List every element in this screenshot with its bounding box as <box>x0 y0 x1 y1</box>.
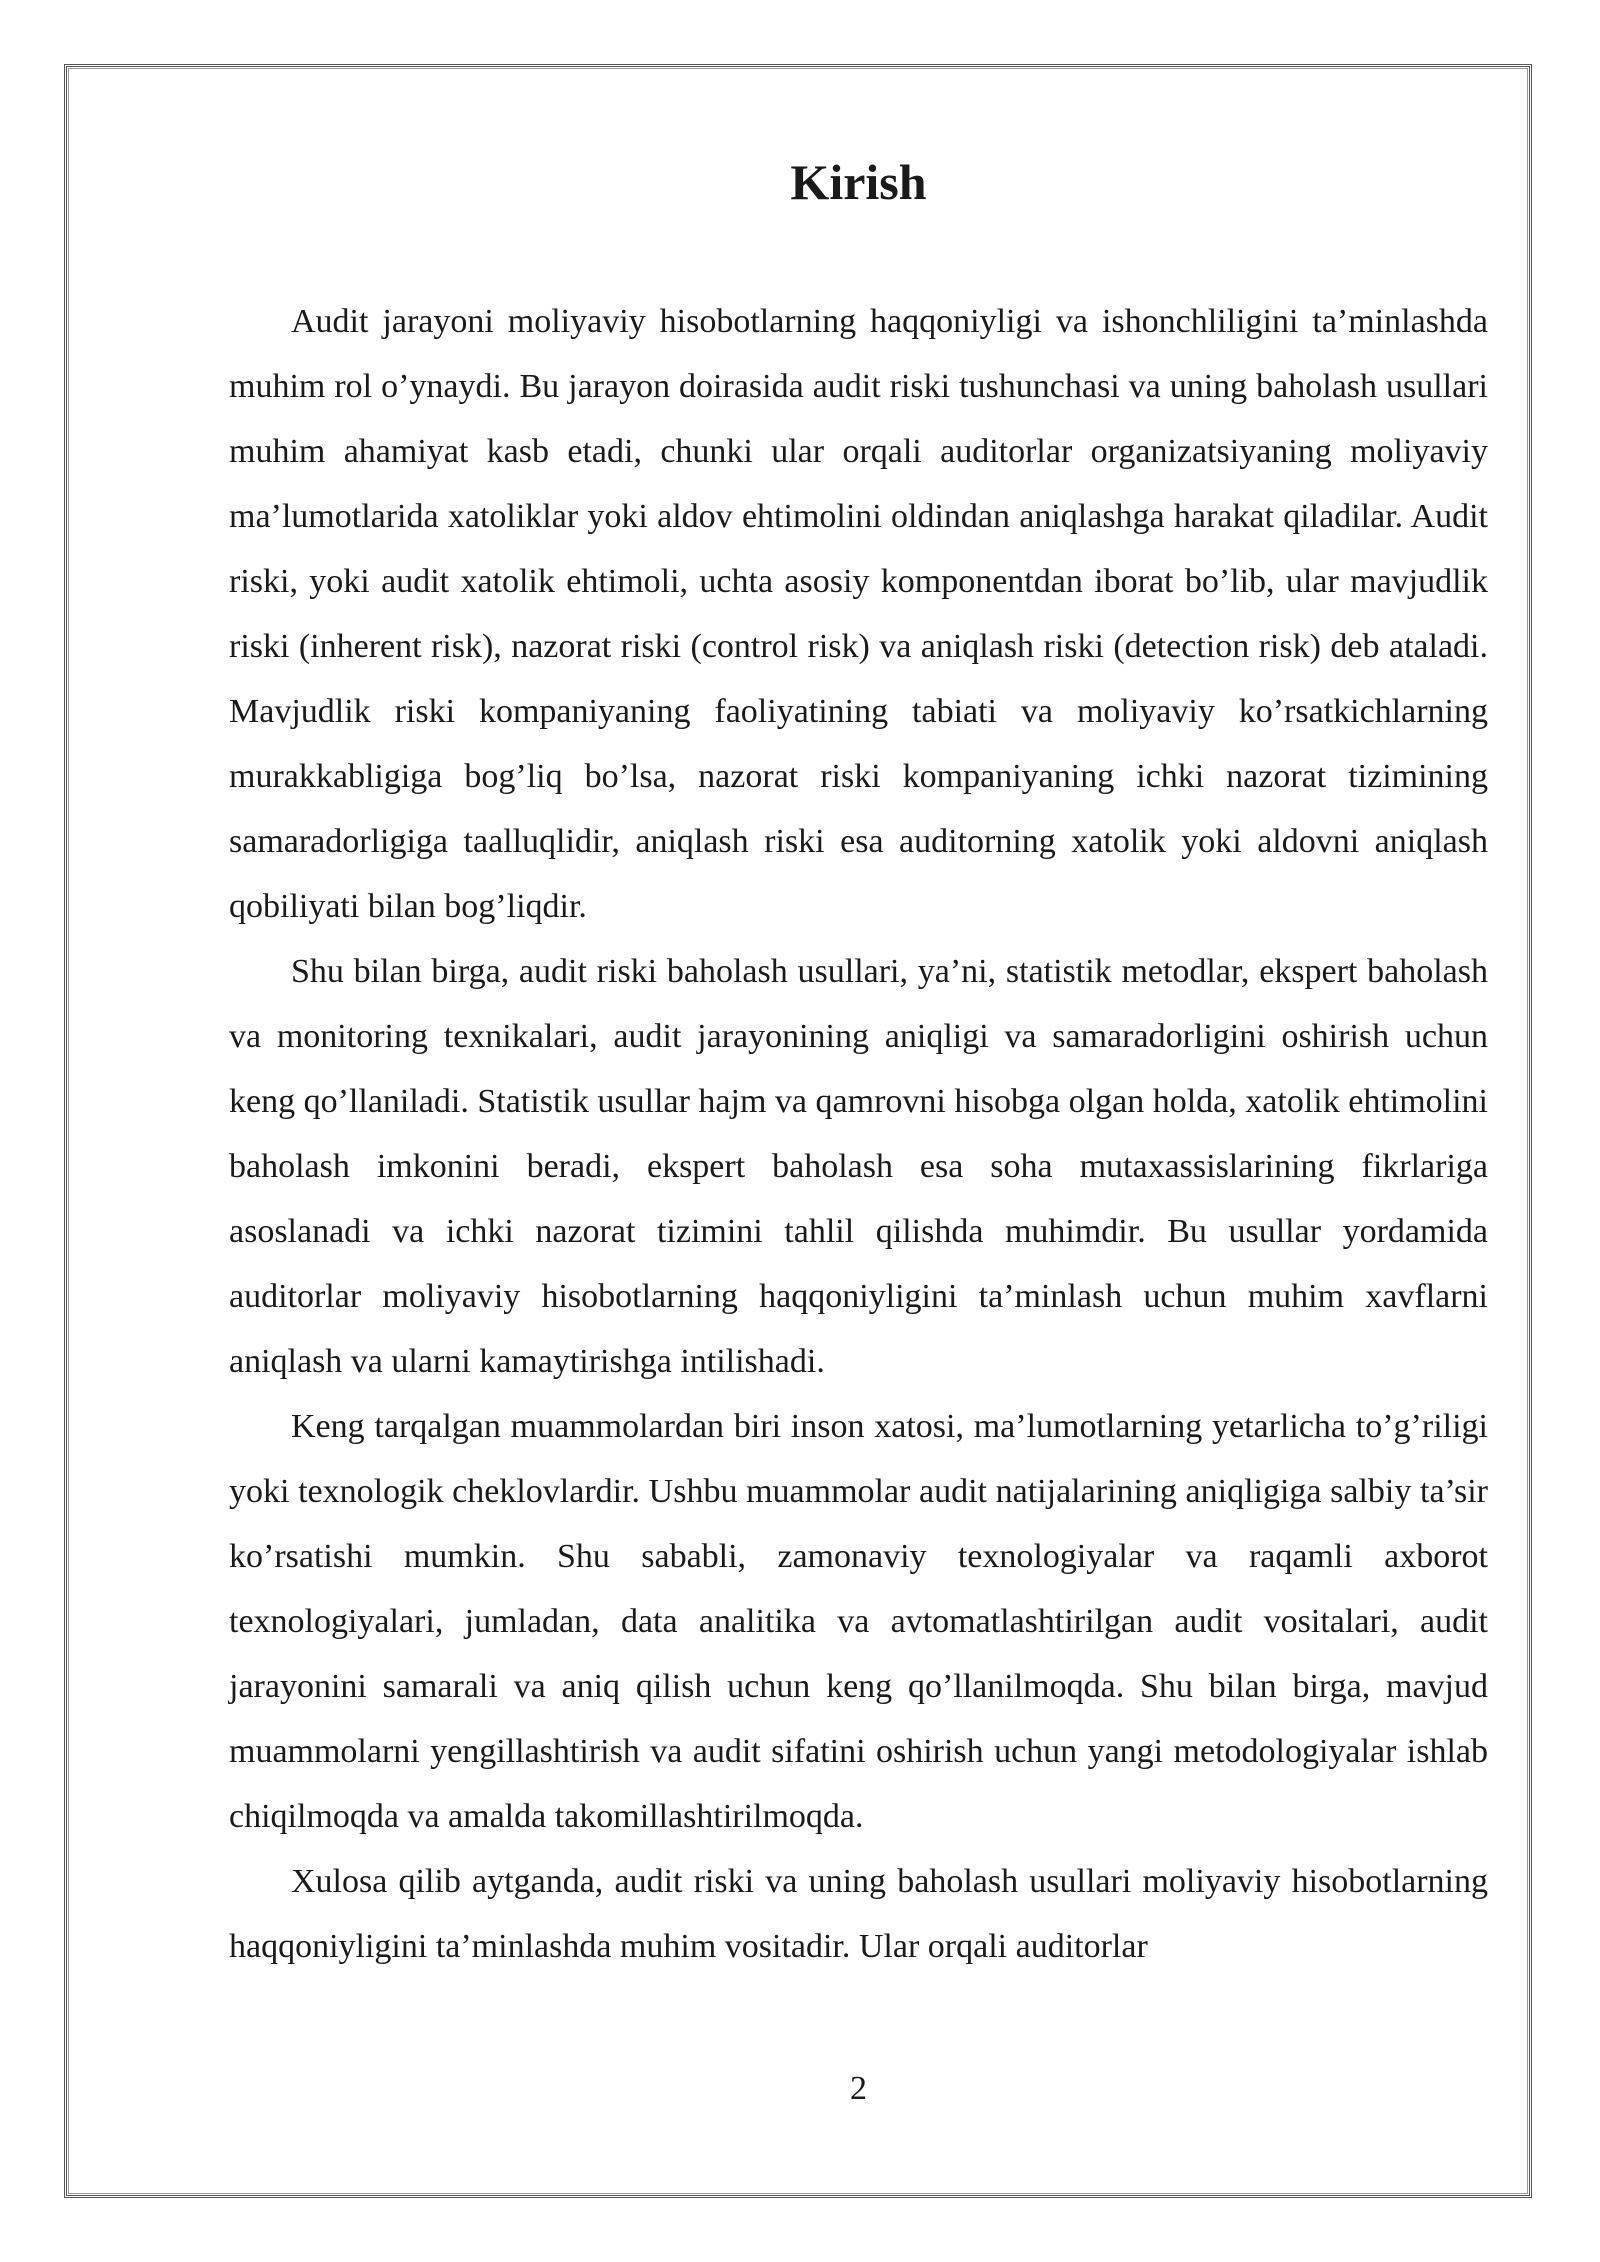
page-number: 2 <box>850 2070 867 2107</box>
paragraph-3: Keng tarqalgan muammolardan biri inson xatosi, ma’lumotlarning yetarlicha to’g’riligi yoki texnologik cheklovlardir. Ushbu muammolar audit natijalarining aniqligiga salbiy ta’sir ko’rsatishi mumkin. Shu sababli, zamonaviy texnologiyalar va raqamli axborot texnologiyalari, jumladan, data analitika va avtomatlashtirilgan audit vositalari, audit jarayonini samarali va aniq qilish uchun keng qo’llanilmoqda. Shu bilan birga, mavjud muammolarni yengillashtirish va audit sifatini oshirish uchun yangi metodologiyalar ishlab chiqilmoqda va amalda takomillashtirilmoqda. <box>229 1408 1488 1835</box>
body-text <box>229 289 1488 1979</box>
paragraph-2: Shu bilan birga, audit riski baholash usullari, ya’ni, statistik metodlar, ekspert baholash va monitoring texnikalari, audit jarayonining aniqligi va samaradorligini oshirish uchun keng qo’llaniladi. Statistik usullar hajm va qamrovni hisobga olgan holda, xatolik ehtimolini baholash imkonini beradi, ekspert baholash esa soha mutaxassislarining fikrlariga asoslanadi va ichki nazorat tizimini tahlil qilishda muhimdir. Bu usullar yordamida auditorlar moliyaviy hisobotlarning haqqoniyligini ta’minlash uchun muhim xavflarni aniqlash va ularni kamaytirishga intilishadi. <box>229 953 1488 1380</box>
paragraph-1: Audit jarayoni moliyaviy hisobotlarning haqqoniyligi va ishonchliligini ta’minlashda muhim rol o’ynaydi. Bu jarayon doirasida audit riski tushunchasi va uning baholash usullari muhim ahamiyat kasb etadi, chunki ular orqali auditorlar organizatsiyaning moliyaviy ma’lumotlarida xatoliklar yoki aldov ehtimolini oldindan aniqlashga harakat qiladilar. Audit riski, yoki audit xatolik ehtimoli, uchta asosiy komponentdan iborat bo’lib, ular mavjudlik riski (inherent risk), nazorat riski (control risk) va aniqlash riski (detection risk) deb ataladi. Mavjudlik riski kompaniyaning faoliyatining tabiati va moliyaviy ko’rsatkichlarning murakkabligiga bog’liq bo’lsa, nazorat riski kompaniyaning ichki nazorat tizimining samaradorligiga taalluqlidir, aniqlash riski esa auditorning xatolik yoki aldovni aniqlash qobiliyati bilan bog’liqdir. <box>229 303 1488 925</box>
page-title: Kirish <box>790 154 927 210</box>
paragraph-4: Xulosa qilib aytganda, audit riski va uning baholash usullari moliyaviy hisobotlarning haqqoniyligini ta’minlashda muhim vositadir. Ular orqali auditorlar <box>229 1863 1488 1965</box>
